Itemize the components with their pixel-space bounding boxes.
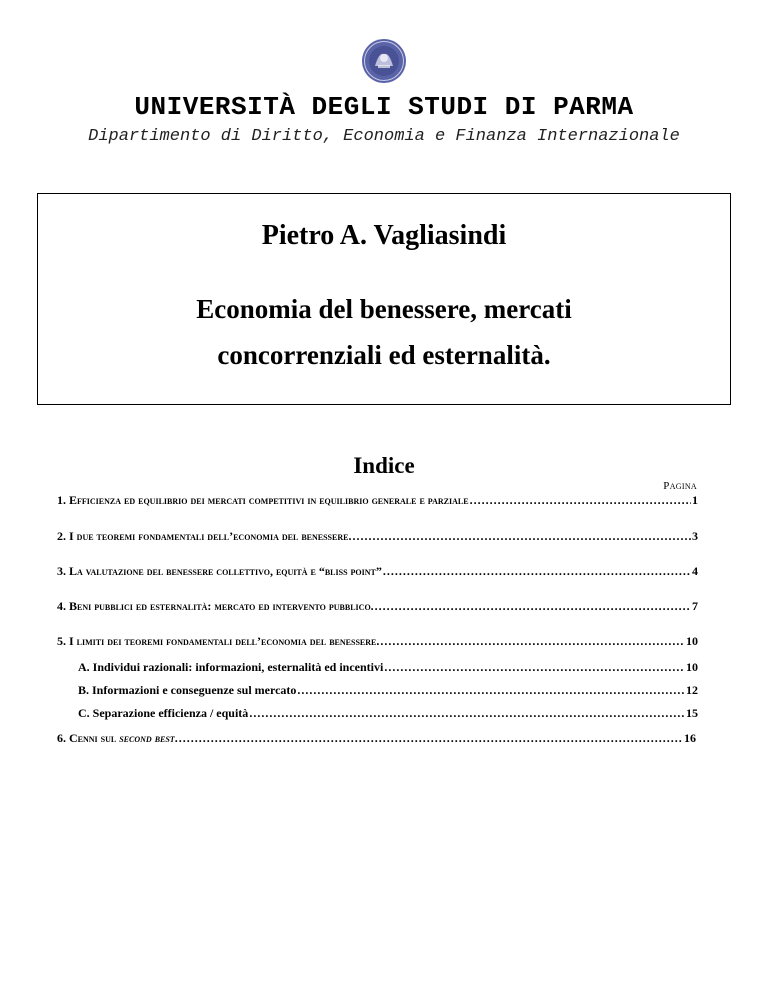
toc-leader-dots — [352, 529, 691, 544]
toc-entry-label: 4. Beni pubblici ed esternalità: mercato ed intervento pubblico. — [57, 599, 374, 613]
toc-entry-label: C. Separazione efficienza / equità — [78, 706, 249, 720]
toc-entry-page: 4 — [692, 564, 698, 578]
toc-entry-page: 1 — [692, 493, 698, 507]
toc-leader-dots — [384, 660, 685, 675]
toc-entry[interactable] — [57, 564, 698, 579]
document-title-line2: concorrenziali ed esternalità. — [217, 340, 551, 370]
toc-leader-dots — [380, 634, 685, 649]
toc-entry-page: 3 — [692, 529, 698, 543]
toc-entry-label: A. Individui razionali: informazioni, esternalità ed incentivi — [78, 660, 384, 674]
toc-entry[interactable] — [57, 731, 696, 746]
toc-leader-dots — [383, 564, 691, 579]
toc-leader-dots — [179, 731, 683, 746]
index-heading: Indice — [353, 453, 415, 478]
toc-entry-page: 10 — [686, 634, 698, 648]
toc-entry-label: 2. I due teoremi fondamentali dell’economia del benessere. — [57, 529, 352, 543]
toc-leader-dots — [375, 599, 691, 614]
toc-entry[interactable] — [57, 493, 698, 508]
author-name: Pietro A. Vagliasindi — [261, 220, 507, 251]
toc-entry-page: 15 — [686, 706, 698, 720]
toc-leader-dots — [249, 706, 685, 721]
toc-entry[interactable] — [57, 599, 698, 614]
toc-entry-label: B. Informazioni e conseguenze sul mercato — [78, 683, 297, 697]
toc-entry-page: 10 — [686, 660, 698, 674]
toc-leader-dots — [297, 683, 685, 698]
toc-entry-page: 16 — [684, 731, 696, 745]
page-column-label: Pagina — [663, 480, 697, 492]
university-name: UNIVERSITÀ DEGLI STUDI DI PARMA — [134, 92, 634, 122]
toc-subentry[interactable] — [78, 706, 698, 721]
toc-entry[interactable] — [57, 529, 698, 544]
toc-subentry[interactable] — [78, 683, 698, 698]
toc-subentry[interactable] — [78, 660, 698, 675]
department-name: Dipartimento di Diritto, Economia e Finanza Internazionale — [88, 127, 680, 146]
toc-entry[interactable] — [57, 634, 698, 649]
toc-entry-label: 5. I limiti dei teoremi fondamentali dell’economia del benessere. — [57, 634, 380, 648]
toc-entry-label: 3. La valutazione del benessere collettivo, equità e “bliss point” — [57, 564, 382, 578]
toc-entry-page: 7 — [692, 599, 698, 613]
toc-entry-label: 6. Cenni sul second best. — [57, 731, 178, 745]
toc-entry-page: 12 — [686, 683, 698, 697]
document-title-line1: Economia del benessere, mercati — [196, 294, 572, 324]
toc-entry-label: 1. Efficienza ed equilibrio dei mercati competitivi in equilibrio generale e parziale — [57, 493, 469, 507]
toc-leader-dots — [470, 493, 691, 508]
